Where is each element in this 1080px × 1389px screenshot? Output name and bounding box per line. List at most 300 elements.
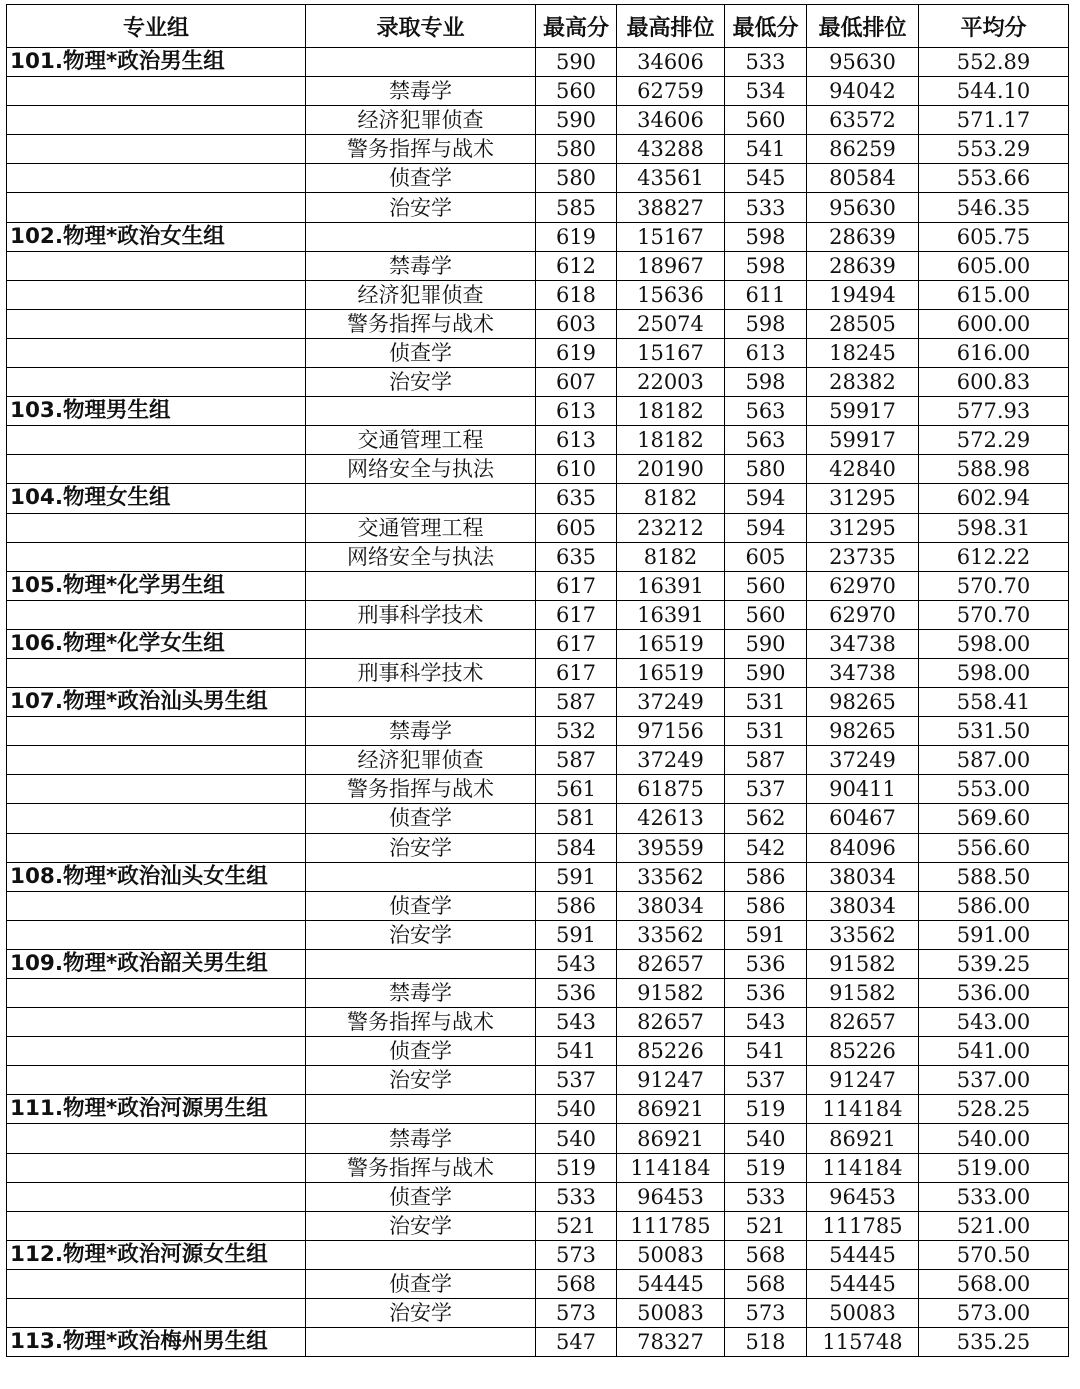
major-cell: 侦查学 xyxy=(306,891,536,920)
group-summary-row xyxy=(7,397,1069,426)
major-cell: 侦查学 xyxy=(306,1037,536,1066)
group-cell xyxy=(7,1153,306,1182)
min-rank-cell: 63572 xyxy=(807,106,919,135)
header-min-rank: 最低排位 xyxy=(807,5,919,48)
max-rank-cell: 86921 xyxy=(617,1124,725,1153)
max-rank-cell: 18182 xyxy=(617,426,725,455)
group-summary-row xyxy=(7,571,1069,600)
table-row xyxy=(7,920,1069,949)
table-row xyxy=(7,513,1069,542)
group-cell xyxy=(7,600,306,629)
min-rank-cell: 62970 xyxy=(807,600,919,629)
group-cell: 105.物理*化学男生组 xyxy=(7,571,306,600)
min-rank-cell: 84096 xyxy=(807,833,919,862)
max-score-cell: 543 xyxy=(536,1008,617,1037)
max-score-cell: 540 xyxy=(536,1095,617,1124)
avg-score-cell: 558.41 xyxy=(919,688,1069,717)
max-rank-cell: 22003 xyxy=(617,368,725,397)
max-rank-cell: 50083 xyxy=(617,1299,725,1328)
group-cell xyxy=(7,775,306,804)
group-cell xyxy=(7,717,306,746)
max-score-cell: 635 xyxy=(536,542,617,571)
major-cell xyxy=(306,862,536,891)
major-cell: 警务指挥与战术 xyxy=(306,775,536,804)
group-cell xyxy=(7,368,306,397)
max-rank-cell: 37249 xyxy=(617,746,725,775)
max-rank-cell: 38827 xyxy=(617,193,725,222)
avg-score-cell: 553.00 xyxy=(919,775,1069,804)
group-cell xyxy=(7,455,306,484)
max-score-cell: 519 xyxy=(536,1153,617,1182)
group-cell xyxy=(7,1037,306,1066)
min-score-cell: 531 xyxy=(725,717,807,746)
max-rank-cell: 43561 xyxy=(617,164,725,193)
group-cell xyxy=(7,135,306,164)
max-rank-cell: 114184 xyxy=(617,1153,725,1182)
major-cell: 禁毒学 xyxy=(306,251,536,280)
avg-score-cell: 571.17 xyxy=(919,106,1069,135)
min-rank-cell: 19494 xyxy=(807,280,919,309)
min-rank-cell: 31295 xyxy=(807,513,919,542)
group-cell xyxy=(7,338,306,367)
min-score-cell: 540 xyxy=(725,1124,807,1153)
major-cell: 侦查学 xyxy=(306,1182,536,1211)
table-row xyxy=(7,746,1069,775)
min-rank-cell: 28505 xyxy=(807,309,919,338)
major-cell: 侦查学 xyxy=(306,338,536,367)
group-cell xyxy=(7,309,306,338)
table-row xyxy=(7,1182,1069,1211)
min-rank-cell: 80584 xyxy=(807,164,919,193)
max-rank-cell: 20190 xyxy=(617,455,725,484)
min-score-cell: 537 xyxy=(725,1066,807,1095)
max-rank-cell: 61875 xyxy=(617,775,725,804)
min-score-cell: 541 xyxy=(725,1037,807,1066)
group-summary-row xyxy=(7,629,1069,658)
avg-score-cell: 600.83 xyxy=(919,368,1069,397)
group-cell xyxy=(7,280,306,309)
header-min-score: 最低分 xyxy=(725,5,807,48)
max-rank-cell: 15167 xyxy=(617,222,725,251)
group-cell xyxy=(7,193,306,222)
max-rank-cell: 50083 xyxy=(617,1240,725,1269)
max-score-cell: 580 xyxy=(536,164,617,193)
min-rank-cell: 38034 xyxy=(807,891,919,920)
avg-score-cell: 552.89 xyxy=(919,48,1069,77)
max-score-cell: 617 xyxy=(536,600,617,629)
max-score-cell: 618 xyxy=(536,280,617,309)
group-cell xyxy=(7,804,306,833)
table-row xyxy=(7,1066,1069,1095)
max-rank-cell: 42613 xyxy=(617,804,725,833)
max-score-cell: 573 xyxy=(536,1240,617,1269)
avg-score-cell: 588.98 xyxy=(919,455,1069,484)
min-rank-cell: 59917 xyxy=(807,397,919,426)
min-rank-cell: 28382 xyxy=(807,368,919,397)
min-score-cell: 590 xyxy=(725,629,807,658)
min-rank-cell: 91582 xyxy=(807,979,919,1008)
min-rank-cell: 82657 xyxy=(807,1008,919,1037)
min-score-cell: 536 xyxy=(725,979,807,1008)
min-rank-cell: 54445 xyxy=(807,1269,919,1298)
header-row xyxy=(7,5,1069,48)
max-rank-cell: 33562 xyxy=(617,862,725,891)
max-score-cell: 613 xyxy=(536,397,617,426)
max-score-cell: 584 xyxy=(536,833,617,862)
max-rank-cell: 25074 xyxy=(617,309,725,338)
max-rank-cell: 111785 xyxy=(617,1211,725,1240)
max-rank-cell: 82657 xyxy=(617,949,725,978)
avg-score-cell: 533.00 xyxy=(919,1182,1069,1211)
major-cell: 经济犯罪侦查 xyxy=(306,746,536,775)
max-score-cell: 543 xyxy=(536,949,617,978)
header-max-rank: 最高排位 xyxy=(617,5,725,48)
min-score-cell: 521 xyxy=(725,1211,807,1240)
min-score-cell: 519 xyxy=(725,1153,807,1182)
group-cell: 103.物理男生组 xyxy=(7,397,306,426)
min-rank-cell: 115748 xyxy=(807,1328,919,1357)
avg-score-cell: 588.50 xyxy=(919,862,1069,891)
max-rank-cell: 16519 xyxy=(617,658,725,687)
min-rank-cell: 33562 xyxy=(807,920,919,949)
min-rank-cell: 94042 xyxy=(807,77,919,106)
min-score-cell: 543 xyxy=(725,1008,807,1037)
table-row xyxy=(7,542,1069,571)
group-summary-row xyxy=(7,1095,1069,1124)
table-row xyxy=(7,833,1069,862)
table-row xyxy=(7,426,1069,455)
group-cell xyxy=(7,746,306,775)
major-cell: 交通管理工程 xyxy=(306,513,536,542)
min-rank-cell: 86921 xyxy=(807,1124,919,1153)
max-rank-cell: 15167 xyxy=(617,338,725,367)
min-rank-cell: 95630 xyxy=(807,193,919,222)
table-row xyxy=(7,309,1069,338)
table-row xyxy=(7,77,1069,106)
avg-score-cell: 553.66 xyxy=(919,164,1069,193)
max-score-cell: 580 xyxy=(536,135,617,164)
avg-score-cell: 598.31 xyxy=(919,513,1069,542)
min-rank-cell: 28639 xyxy=(807,251,919,280)
min-rank-cell: 98265 xyxy=(807,717,919,746)
min-rank-cell: 34738 xyxy=(807,658,919,687)
group-cell xyxy=(7,1299,306,1328)
avg-score-cell: 553.29 xyxy=(919,135,1069,164)
group-cell: 104.物理女生组 xyxy=(7,484,306,513)
max-rank-cell: 82657 xyxy=(617,1008,725,1037)
avg-score-cell: 598.00 xyxy=(919,629,1069,658)
group-cell xyxy=(7,1008,306,1037)
major-cell: 警务指挥与战术 xyxy=(306,309,536,338)
min-score-cell: 586 xyxy=(725,862,807,891)
min-score-cell: 531 xyxy=(725,688,807,717)
group-cell: 108.物理*政治汕头女生组 xyxy=(7,862,306,891)
min-rank-cell: 91582 xyxy=(807,949,919,978)
avg-score-cell: 521.00 xyxy=(919,1211,1069,1240)
max-score-cell: 619 xyxy=(536,222,617,251)
max-rank-cell: 85226 xyxy=(617,1037,725,1066)
min-rank-cell: 42840 xyxy=(807,455,919,484)
max-rank-cell: 18967 xyxy=(617,251,725,280)
min-score-cell: 611 xyxy=(725,280,807,309)
table-row xyxy=(7,106,1069,135)
avg-score-cell: 528.25 xyxy=(919,1095,1069,1124)
admission-score-table xyxy=(6,4,1069,1357)
min-rank-cell: 86259 xyxy=(807,135,919,164)
avg-score-cell: 612.22 xyxy=(919,542,1069,571)
group-cell: 111.物理*政治河源男生组 xyxy=(7,1095,306,1124)
max-rank-cell: 78327 xyxy=(617,1328,725,1357)
group-summary-row xyxy=(7,48,1069,77)
group-cell xyxy=(7,106,306,135)
avg-score-cell: 605.00 xyxy=(919,251,1069,280)
max-rank-cell: 86921 xyxy=(617,1095,725,1124)
group-cell xyxy=(7,1124,306,1153)
table-row xyxy=(7,775,1069,804)
min-score-cell: 563 xyxy=(725,397,807,426)
max-rank-cell: 16391 xyxy=(617,600,725,629)
major-cell xyxy=(306,1095,536,1124)
max-rank-cell: 8182 xyxy=(617,542,725,571)
min-score-cell: 568 xyxy=(725,1269,807,1298)
group-cell xyxy=(7,251,306,280)
avg-score-cell: 598.00 xyxy=(919,658,1069,687)
major-cell: 警务指挥与战术 xyxy=(306,135,536,164)
table-row xyxy=(7,1037,1069,1066)
table-row xyxy=(7,164,1069,193)
min-score-cell: 598 xyxy=(725,368,807,397)
min-score-cell: 573 xyxy=(725,1299,807,1328)
group-cell xyxy=(7,1066,306,1095)
min-score-cell: 562 xyxy=(725,804,807,833)
group-cell: 109.物理*政治韶关男生组 xyxy=(7,949,306,978)
group-summary-row xyxy=(7,862,1069,891)
max-score-cell: 533 xyxy=(536,1182,617,1211)
major-cell: 网络安全与执法 xyxy=(306,455,536,484)
min-rank-cell: 59917 xyxy=(807,426,919,455)
max-rank-cell: 23212 xyxy=(617,513,725,542)
major-cell: 治安学 xyxy=(306,920,536,949)
max-rank-cell: 34606 xyxy=(617,106,725,135)
max-score-cell: 607 xyxy=(536,368,617,397)
major-cell xyxy=(306,949,536,978)
max-score-cell: 540 xyxy=(536,1124,617,1153)
group-summary-row xyxy=(7,1328,1069,1357)
major-cell xyxy=(306,222,536,251)
avg-score-cell: 544.10 xyxy=(919,77,1069,106)
avg-score-cell: 570.70 xyxy=(919,571,1069,600)
group-cell: 101.物理*政治男生组 xyxy=(7,48,306,77)
avg-score-cell: 546.35 xyxy=(919,193,1069,222)
avg-score-cell: 570.70 xyxy=(919,600,1069,629)
max-score-cell: 568 xyxy=(536,1269,617,1298)
avg-score-cell: 540.00 xyxy=(919,1124,1069,1153)
avg-score-cell: 573.00 xyxy=(919,1299,1069,1328)
header-avg-score: 平均分 xyxy=(919,5,1069,48)
major-cell: 侦查学 xyxy=(306,804,536,833)
min-score-cell: 563 xyxy=(725,426,807,455)
min-rank-cell: 90411 xyxy=(807,775,919,804)
group-summary-row xyxy=(7,688,1069,717)
major-cell: 警务指挥与战术 xyxy=(306,1153,536,1182)
min-rank-cell: 34738 xyxy=(807,629,919,658)
max-score-cell: 610 xyxy=(536,455,617,484)
avg-score-cell: 572.29 xyxy=(919,426,1069,455)
group-cell xyxy=(7,77,306,106)
major-cell xyxy=(306,1328,536,1357)
table-row xyxy=(7,1269,1069,1298)
min-rank-cell: 91247 xyxy=(807,1066,919,1095)
group-summary-row xyxy=(7,1240,1069,1269)
min-score-cell: 568 xyxy=(725,1240,807,1269)
max-rank-cell: 97156 xyxy=(617,717,725,746)
major-cell: 网络安全与执法 xyxy=(306,542,536,571)
major-cell: 治安学 xyxy=(306,833,536,862)
max-score-cell: 547 xyxy=(536,1328,617,1357)
header-admitted-major: 录取专业 xyxy=(306,5,536,48)
avg-score-cell: 602.94 xyxy=(919,484,1069,513)
major-cell xyxy=(306,688,536,717)
max-score-cell: 587 xyxy=(536,746,617,775)
group-summary-row xyxy=(7,949,1069,978)
avg-score-cell: 537.00 xyxy=(919,1066,1069,1095)
min-score-cell: 533 xyxy=(725,48,807,77)
min-rank-cell: 98265 xyxy=(807,688,919,717)
max-score-cell: 619 xyxy=(536,338,617,367)
avg-score-cell: 591.00 xyxy=(919,920,1069,949)
table-row xyxy=(7,600,1069,629)
min-score-cell: 537 xyxy=(725,775,807,804)
max-score-cell: 541 xyxy=(536,1037,617,1066)
min-rank-cell: 114184 xyxy=(807,1095,919,1124)
min-score-cell: 594 xyxy=(725,484,807,513)
avg-score-cell: 616.00 xyxy=(919,338,1069,367)
max-score-cell: 586 xyxy=(536,891,617,920)
table-row xyxy=(7,135,1069,164)
min-rank-cell: 114184 xyxy=(807,1153,919,1182)
max-score-cell: 536 xyxy=(536,979,617,1008)
min-score-cell: 533 xyxy=(725,193,807,222)
avg-score-cell: 539.25 xyxy=(919,949,1069,978)
max-rank-cell: 8182 xyxy=(617,484,725,513)
min-score-cell: 542 xyxy=(725,833,807,862)
max-score-cell: 617 xyxy=(536,629,617,658)
major-cell: 刑事科学技术 xyxy=(306,658,536,687)
max-rank-cell: 16519 xyxy=(617,629,725,658)
min-rank-cell: 95630 xyxy=(807,48,919,77)
max-score-cell: 613 xyxy=(536,426,617,455)
min-rank-cell: 28639 xyxy=(807,222,919,251)
max-rank-cell: 96453 xyxy=(617,1182,725,1211)
group-cell xyxy=(7,658,306,687)
major-cell: 经济犯罪侦查 xyxy=(306,280,536,309)
min-score-cell: 580 xyxy=(725,455,807,484)
min-score-cell: 587 xyxy=(725,746,807,775)
max-score-cell: 560 xyxy=(536,77,617,106)
min-score-cell: 519 xyxy=(725,1095,807,1124)
group-cell: 112.物理*政治河源女生组 xyxy=(7,1240,306,1269)
major-cell: 侦查学 xyxy=(306,164,536,193)
group-cell: 106.物理*化学女生组 xyxy=(7,629,306,658)
table-row xyxy=(7,1008,1069,1037)
max-score-cell: 635 xyxy=(536,484,617,513)
major-cell: 治安学 xyxy=(306,1066,536,1095)
min-rank-cell: 60467 xyxy=(807,804,919,833)
avg-score-cell: 556.60 xyxy=(919,833,1069,862)
group-cell xyxy=(7,1182,306,1211)
max-rank-cell: 16391 xyxy=(617,571,725,600)
min-rank-cell: 18245 xyxy=(807,338,919,367)
min-rank-cell: 31295 xyxy=(807,484,919,513)
min-score-cell: 533 xyxy=(725,1182,807,1211)
max-rank-cell: 15636 xyxy=(617,280,725,309)
avg-score-cell: 615.00 xyxy=(919,280,1069,309)
table-row xyxy=(7,251,1069,280)
table-row xyxy=(7,1211,1069,1240)
major-cell xyxy=(306,629,536,658)
group-summary-row xyxy=(7,484,1069,513)
max-score-cell: 573 xyxy=(536,1299,617,1328)
min-score-cell: 590 xyxy=(725,658,807,687)
group-cell: 107.物理*政治汕头男生组 xyxy=(7,688,306,717)
min-rank-cell: 96453 xyxy=(807,1182,919,1211)
min-score-cell: 560 xyxy=(725,106,807,135)
min-score-cell: 598 xyxy=(725,251,807,280)
max-score-cell: 587 xyxy=(536,688,617,717)
group-cell xyxy=(7,920,306,949)
avg-score-cell: 535.25 xyxy=(919,1328,1069,1357)
avg-score-cell: 541.00 xyxy=(919,1037,1069,1066)
max-score-cell: 605 xyxy=(536,513,617,542)
min-rank-cell: 50083 xyxy=(807,1299,919,1328)
major-cell: 治安学 xyxy=(306,1211,536,1240)
min-score-cell: 598 xyxy=(725,222,807,251)
table-row xyxy=(7,979,1069,1008)
avg-score-cell: 605.75 xyxy=(919,222,1069,251)
major-cell: 禁毒学 xyxy=(306,1124,536,1153)
max-score-cell: 561 xyxy=(536,775,617,804)
major-cell: 侦查学 xyxy=(306,1269,536,1298)
group-cell xyxy=(7,1269,306,1298)
max-rank-cell: 18182 xyxy=(617,397,725,426)
max-rank-cell: 62759 xyxy=(617,77,725,106)
table-row xyxy=(7,658,1069,687)
major-cell: 禁毒学 xyxy=(306,717,536,746)
table-row xyxy=(7,193,1069,222)
table-row xyxy=(7,368,1069,397)
max-score-cell: 585 xyxy=(536,193,617,222)
min-score-cell: 541 xyxy=(725,135,807,164)
major-cell xyxy=(306,571,536,600)
major-cell: 治安学 xyxy=(306,193,536,222)
major-cell: 治安学 xyxy=(306,368,536,397)
header-max-score: 最高分 xyxy=(536,5,617,48)
table-row xyxy=(7,717,1069,746)
major-cell: 经济犯罪侦查 xyxy=(306,106,536,135)
major-cell xyxy=(306,1240,536,1269)
avg-score-cell: 568.00 xyxy=(919,1269,1069,1298)
min-rank-cell: 38034 xyxy=(807,862,919,891)
min-rank-cell: 23735 xyxy=(807,542,919,571)
min-score-cell: 534 xyxy=(725,77,807,106)
min-score-cell: 591 xyxy=(725,920,807,949)
group-cell xyxy=(7,979,306,1008)
max-score-cell: 521 xyxy=(536,1211,617,1240)
major-cell xyxy=(306,397,536,426)
major-cell xyxy=(306,48,536,77)
min-rank-cell: 62970 xyxy=(807,571,919,600)
max-score-cell: 590 xyxy=(536,106,617,135)
